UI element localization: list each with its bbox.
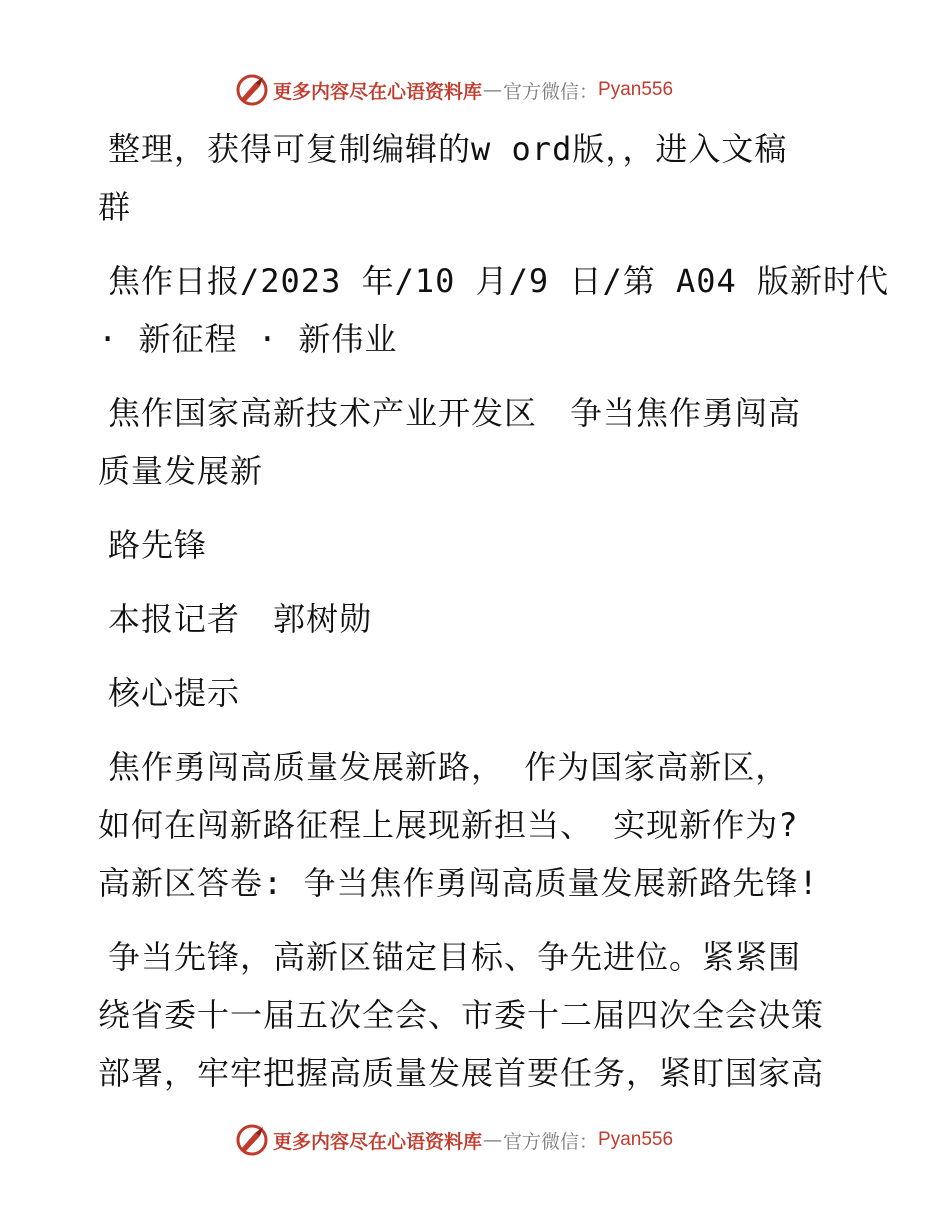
paragraph <box>98 738 858 912</box>
text-line: 核心提示 <box>108 674 241 712</box>
text-line: 焦作勇闯高质量发展新路， 作为国家高新区， <box>108 748 789 786</box>
text-line: 争当先锋，高新区锚定目标、争先进位。紧紧围 <box>108 938 802 976</box>
text-line: 绕省委十一届五次全会、市委十二届四次全会决策 <box>98 996 825 1034</box>
paragraph <box>98 516 858 574</box>
banner-title: 更多内容尽在心语资料库 <box>273 1130 483 1153</box>
banner-subtitle: 官方微信： <box>503 1130 599 1153</box>
text-line: 焦作国家高新技术产业开发区 争当焦作勇闯高 <box>108 394 802 432</box>
text-line: 本报记者 郭树勋 <box>108 600 373 638</box>
section-heading <box>98 664 858 722</box>
text-line: 部署，牢牢把握高质量发展首要任务，紧盯国家高 <box>98 1054 825 1092</box>
text-line: 如何在闯新路征程上展现新担当、 实现新作为? <box>98 806 799 844</box>
paragraph <box>98 384 858 500</box>
paragraph <box>98 252 890 368</box>
banner-separator: — <box>483 79 503 101</box>
banner-title: 更多内容尽在心语资料库 <box>273 80 483 103</box>
banner-wechat-id: Pyan556 <box>598 79 674 100</box>
byline <box>98 590 858 648</box>
text-line: · 新征程 · 新伟业 <box>98 320 398 358</box>
header-banner <box>235 72 715 108</box>
footer-banner <box>235 1122 715 1158</box>
paragraph <box>98 120 858 236</box>
text-line: 质量发展新 <box>98 452 264 490</box>
text-line: 路先锋 <box>108 526 208 564</box>
banner-subtitle: 官方微信： <box>503 80 599 103</box>
text-line: 群 <box>98 188 132 226</box>
text-line: 整理，获得可复制编辑的w ord版，，进入文稿 <box>108 130 788 168</box>
banner-separator: — <box>483 1129 503 1151</box>
quill-logo-icon <box>235 73 269 107</box>
text-line: 高新区答卷: 争当焦作勇闯高质量发展新路先锋! <box>98 864 819 902</box>
quill-logo-icon <box>235 1123 269 1157</box>
text-line: 焦作日报/2023 年/10 月/9 日/第 A04 版新时代 <box>108 262 890 300</box>
banner-wechat-id: Pyan556 <box>598 1129 674 1150</box>
document-body <box>98 120 890 1118</box>
paragraph <box>98 928 858 1102</box>
